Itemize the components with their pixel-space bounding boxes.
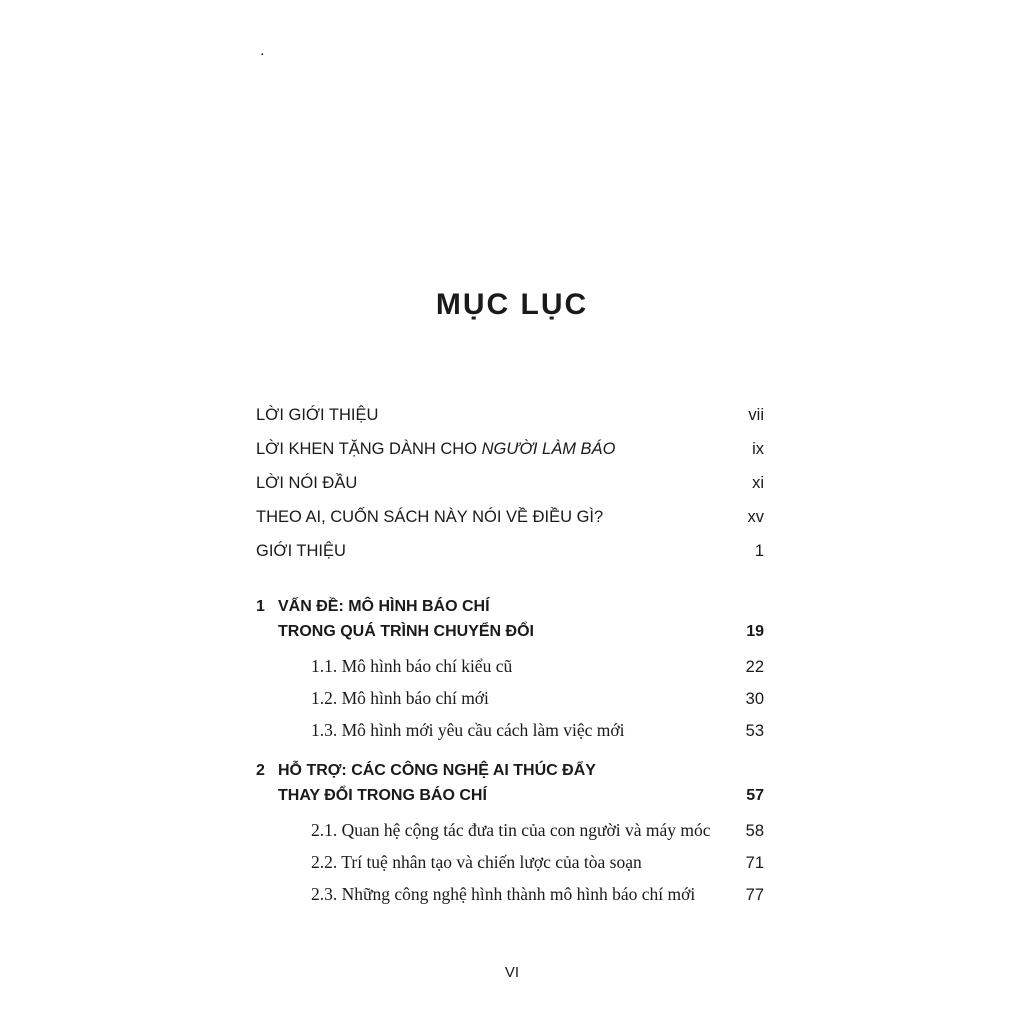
- chapter-title-line2: THAY ĐỔI TRONG BÁO CHÍ: [278, 787, 487, 804]
- toc-entry-page: 1: [754, 542, 764, 560]
- section-page: 53: [745, 722, 764, 740]
- toc-entry-page: xv: [747, 508, 764, 526]
- toc-entry: [256, 542, 764, 561]
- section-page: 58: [745, 822, 764, 840]
- section-page: 30: [745, 690, 764, 708]
- chapter-title-line1: VẤN ĐỀ: MÔ HÌNH BÁO CHÍ: [278, 598, 490, 615]
- toc-entry-label: THEO AI, CUỐN SÁCH NÀY NÓI VỀ ĐIỀU GÌ?: [256, 508, 604, 526]
- toc-entry-page: vii: [748, 406, 764, 424]
- toc-entry: [256, 474, 764, 493]
- toc-section: [256, 852, 764, 873]
- section-page: 77: [745, 886, 764, 904]
- toc-section: [256, 656, 764, 677]
- toc-section: [256, 720, 764, 741]
- section-label: 2.2. Trí tuệ nhân tạo và chiến lược của tòa soạn: [311, 852, 642, 872]
- toc-entry-label-italic: NGƯỜI LÀM BÁO: [481, 440, 616, 458]
- toc-entry-page: ix: [752, 440, 764, 458]
- toc-section: [256, 884, 764, 905]
- section-label: 1.3. Mô hình mới yêu cầu cách làm việc mới: [311, 720, 625, 740]
- chapter-number: 1: [256, 598, 265, 615]
- toc-entry: [256, 406, 764, 425]
- section-label: 2.3. Những công nghệ hình thành mô hình báo chí mới: [311, 884, 696, 904]
- chapter-title-line1: HỖ TRỢ: CÁC CÔNG NGHỆ AI THÚC ĐẨY: [278, 762, 596, 779]
- chapter-heading-line2: [256, 787, 764, 805]
- toc-entry-page: xi: [752, 474, 764, 492]
- page-number-folio: VI: [504, 964, 520, 981]
- section-label: 1.1. Mô hình báo chí kiểu cũ: [311, 656, 513, 676]
- chapter-heading-line2: [256, 623, 764, 641]
- chapter-heading: [256, 598, 764, 616]
- section-page: 22: [745, 658, 764, 676]
- toc-entry: [256, 508, 764, 527]
- chapter-page: 57: [746, 787, 764, 804]
- toc-section: [256, 688, 764, 709]
- section-label: 1.2. Mô hình báo chí mới: [311, 688, 489, 708]
- toc-entry-label: LỜI NÓI ĐẦU: [256, 474, 358, 492]
- chapter-title-line2: TRONG QUÁ TRÌNH CHUYỂN ĐỔI: [278, 623, 534, 640]
- toc-entry-label: LỜI GIỚI THIỆU: [256, 406, 379, 424]
- chapter-number: 2: [256, 762, 265, 779]
- section-page: 71: [745, 854, 764, 872]
- section-label: 2.1. Quan hệ cộng tác đưa tin của con người và máy móc: [311, 820, 711, 840]
- toc-entry-label: GIỚI THIỆU: [256, 542, 346, 560]
- page-mark: .: [260, 42, 265, 59]
- toc-entry-label: [256, 440, 615, 459]
- page-title: MỤC LỤC: [435, 288, 589, 321]
- toc-entry: [256, 440, 764, 459]
- chapter-page: 19: [746, 623, 764, 640]
- toc-entry-label-plain: LỜI KHEN TẶNG DÀNH CHO: [256, 440, 482, 458]
- toc-section: [256, 820, 764, 841]
- chapter-heading: [256, 762, 764, 780]
